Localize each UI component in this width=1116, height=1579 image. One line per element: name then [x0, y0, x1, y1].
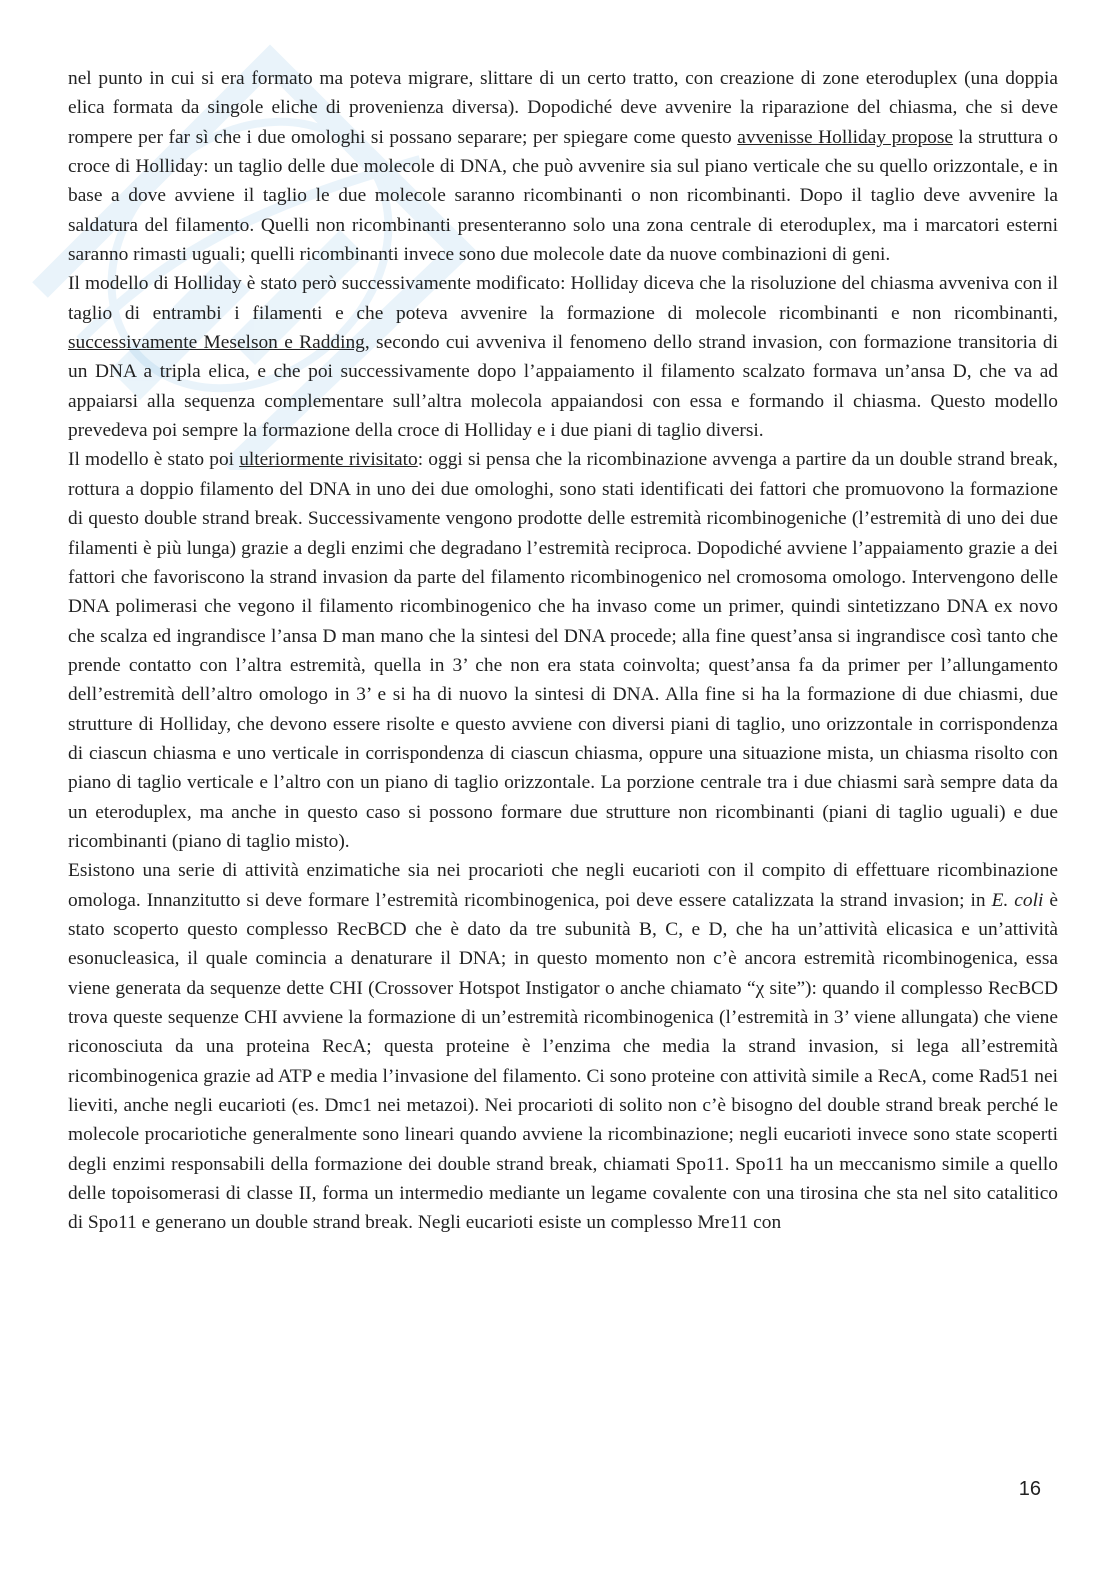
- text-segment: , secondo cui avveniva il fenomeno dello strand invasion, con formazione transitoria di un DNA a tripla elica, e che poi successivamente dopo l’appaiamento il filamento scalzato formava un’ansa D, che va ad appaiarsi alla sequenza complementare sull’altra molecola appaiandosi con essa e formando il chiasma. Questo modello prevedeva poi sempre la formazione della croce di Holliday e i due piani di taglio diversi.: [68, 332, 1058, 442]
- page-body: [68, 64, 1058, 1238]
- paragraph: [68, 269, 1058, 445]
- text-segment: Il modello di Holliday è stato però successivamente modificato: Holliday diceva che la risoluzione del chiasma avveniva con il taglio di entrambi i filamenti e che poteva avvenire la formazione di molecole ricombinanti e non ricombinanti,: [68, 273, 1058, 324]
- paragraph: [68, 445, 1058, 856]
- paragraph: [68, 856, 1058, 1237]
- underlined-text: ulteriormente rivisitato: [239, 449, 418, 471]
- page-number: 16: [1018, 1478, 1041, 1500]
- paragraph: [68, 64, 1058, 269]
- text-segment: Il modello è stato poi: [68, 449, 240, 471]
- underlined-text: successivamente Meselson e Radding: [68, 332, 365, 354]
- underlined-text: avvenisse Holliday propose: [737, 126, 953, 148]
- italic-text: E. coli: [991, 889, 1044, 911]
- text-segment: la struttura o croce di Holliday: un taglio delle due molecole di DNA, che può avvenire sia sul piano verticale che su quello orizzontale, e in base a dove avviene il taglio le due molecole saranno ricombinanti o non ricombinanti. Dopo il taglio deve avvenire la saldatura del filamento. Quelli non ricombinanti presenteranno solo una zona centrale di eteroduplex, ma i marcatori esterni saranno rimasti uguali; quelli ricombinanti invece sono due molecole date da nuove combinazioni di geni.: [68, 126, 1058, 266]
- text-segment: è stato scoperto questo complesso RecBCD che è dato da tre subunità B, C, e D, che ha un’attività elicasica e un’attività esonucleasica, il quale comincia a denaturare il DNA; in questo momento non c’è ancora estremità ricombinogenica, essa viene generata da sequenze dette CHI (Crossover Hotspot Instigator o anche chiamato “χ site”): quando il complesso RecBCD trova queste sequenze CHI avviene la formazione di un’estremità ricombinogenica (l’estremità in 3’ viene allungata) che viene riconosciuta da una proteina RecA; questa proteine è l’enzima che media la strand invasion, si lega all’estremità ricombinogenica grazie ad ATP e media l’invasione del filamento. Ci sono proteine con attività simile a RecA, come Rad51 nei lieviti, anche negli eucarioti (es. Dmc1 nei metazoi). Nei procarioti di solito non c’è bisogno del double strand break perché le molecole procariotiche generalmente sono lineari quando avviene la ricombinazione; negli eucarioti invece sono state scoperti degli enzimi responsabili della formazione dei double strand break, chiamati Spo11. Spo11 ha un meccanismo simile a quello delle topoisomerasi di classe II, forma un intermedio mediante un legame covalente con una tirosina che sta nel sito catalitico di Spo11 e generano un double strand break. Negli eucarioti esiste un complesso Mre11 con: [68, 889, 1058, 1234]
- text-segment: Esistono una serie di attività enzimatiche sia nei procarioti che negli eucarioti con il compito di effettuare ricombinazione omologa. Innanzitutto si deve formare l’estremità ricombinogenica, poi deve essere catalizzata la strand invasion; in: [68, 860, 1058, 911]
- text-segment: : oggi si pensa che la ricombinazione avvenga a partire da un double strand break, rottura a doppio filamento del DNA in uno dei due omologhi, sono stati identificati dei fattori che promuovono la formazione di questo double strand break. Successivamente vengono prodotte delle estremità ricombinogeniche (l’estremità di uno dei due filamenti è più lunga) grazie a degli enzimi che degradano l’estremità reciproca. Dopodiché avviene l’appaiamento grazie a dei fattori che favoriscono la strand invasion da parte del filamento ricombinogenico nel cromosoma omologo. Intervengono delle DNA polimerasi che vegono il filamento ricombinogenico che ha invaso come un primer, quindi sintetizzano DNA ex novo che scalza ed ingrandisce l’ansa D man mano che la sintesi del DNA procede; alla fine quest’ansa si ingrandisce così tanto che prende contatto con l’altra estremità, quella in 3’ che non era stata coinvolta; quest’ansa fa da primer per l’allungamento dell’estremità dell’altro omologo in 3’ e si ha di nuovo la sintesi di DNA. Alla fine si ha la formazione di due chiasmi, due strutture di Holliday, che devono essere risolte e questo avviene con diversi piani di taglio, uno orizzontale in corrispondenza di ciascun chiasma e uno verticale in corrispondenza di ciascun chiasma, oppure una situazione mista, un chiasma risolto con piano di taglio verticale e l’altro con un piano di taglio orizzontale. La porzione centrale tra i due chiasmi sarà sempre data da un eteroduplex, ma anche in questo caso si possono formare due strutture non ricombinanti (piani di taglio uguali) e due ricombinanti (piano di taglio misto).: [68, 449, 1059, 852]
- text-segment: nel punto in cui si era formato ma poteva migrare, slittare di un certo tratto, con creazione di zone eteroduplex (una doppia elica formata da singole eliche di provenienza diversa). Dopodiché deve avvenire la riparazione del chiasma, che si deve rompere per far sì che i due omologhi si possano separare; per spiegare come questo: [68, 68, 1058, 148]
